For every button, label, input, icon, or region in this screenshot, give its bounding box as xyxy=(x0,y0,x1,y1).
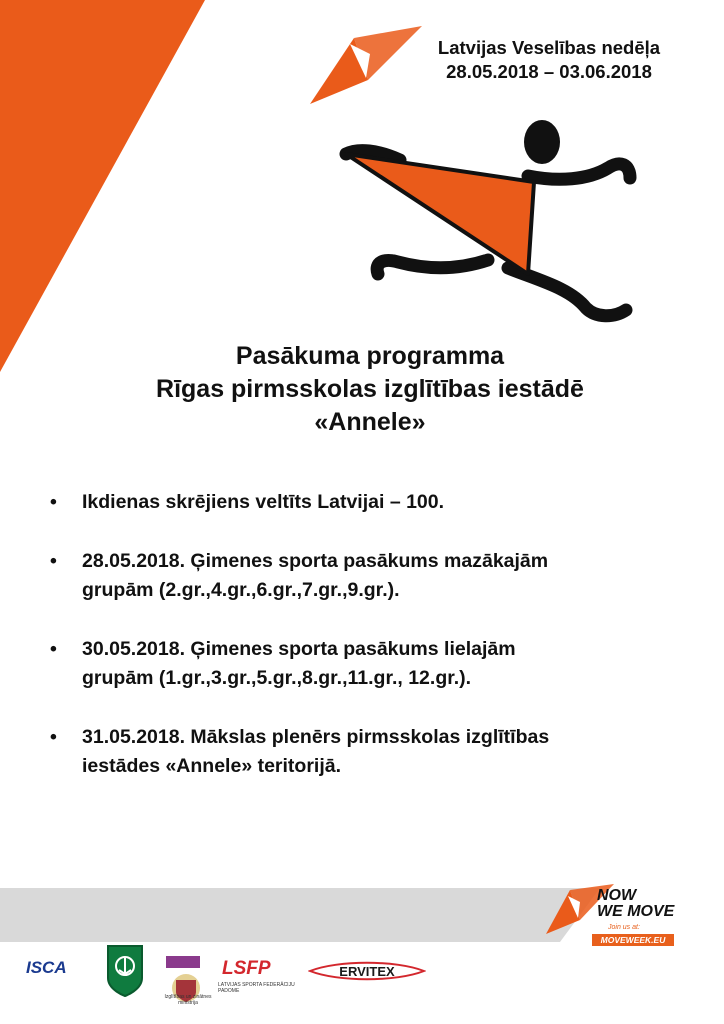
ervitex-logo xyxy=(308,956,426,986)
list-item-line-1: 31.05.2018. Mākslas plenērs pirmsskolas izglītības xyxy=(82,726,550,748)
now-we-move-title xyxy=(597,888,697,920)
list-item-line-2: grupām (2.gr.,4.gr.,6.gr.,7.gr.,9.gr.). xyxy=(82,579,400,601)
running-figure-icon xyxy=(338,120,638,330)
event-header xyxy=(424,36,674,84)
title-line-3: «Annele» xyxy=(314,408,426,436)
list-item xyxy=(46,723,686,781)
list-item xyxy=(46,488,686,517)
list-item-line-1: Ikdienas skrējiens veltīts Latvijai – 100. xyxy=(82,491,445,513)
lsfp-logo: LSFP xyxy=(222,958,271,979)
lisa-shield-logo-icon xyxy=(106,944,144,998)
program-list xyxy=(46,488,686,811)
list-item-line-2: grupām (1.gr.,3.gr.,5.gr.,8.gr.,11.gr., 12.gr.). xyxy=(82,667,472,689)
nwm-join-text: Join us at: xyxy=(608,924,640,931)
arrowhead-logo-icon xyxy=(308,24,424,106)
event-dates: 28.05.2018 – 03.06.2018 xyxy=(446,61,652,82)
ministry-caption: Izglītības un zinātnes ministrija xyxy=(164,994,212,1006)
isca-logo: ISCA xyxy=(26,958,67,977)
list-item-line-1: 30.05.2018. Ģimenes sporta pasākums lielajām xyxy=(82,638,516,660)
list-item-line-2: iestādes «Annele» teritorijā. xyxy=(82,755,342,777)
bullet-icon: • xyxy=(50,726,57,748)
list-item-line-1: 28.05.2018. Ģimenes sporta pasākums mazākajām xyxy=(82,550,549,572)
ervitex-text: ERVITEX xyxy=(339,964,395,979)
bullet-icon: • xyxy=(50,491,57,513)
bullet-icon: • xyxy=(50,550,57,572)
title-line-1: Pasākuma programma xyxy=(235,342,505,370)
nwm-line-2: WE MOVE xyxy=(597,903,675,920)
title-line-2: Rīgas pirmsskolas izglītības iestādē xyxy=(156,375,584,403)
list-item xyxy=(46,635,686,693)
ministry-coat-of-arms-icon xyxy=(162,944,212,1018)
list-item xyxy=(46,547,686,605)
event-name: Latvijas Veselības nedēļa xyxy=(437,37,661,58)
nwm-line-1: NOW xyxy=(597,887,637,904)
bullet-icon: • xyxy=(50,638,57,660)
lsfp-caption: LATVIJAS SPORTA FEDERĀCIJU PADOME xyxy=(218,982,295,994)
program-title xyxy=(60,340,680,439)
nwm-url-link[interactable]: MOVEWEEK.EU xyxy=(592,934,674,946)
